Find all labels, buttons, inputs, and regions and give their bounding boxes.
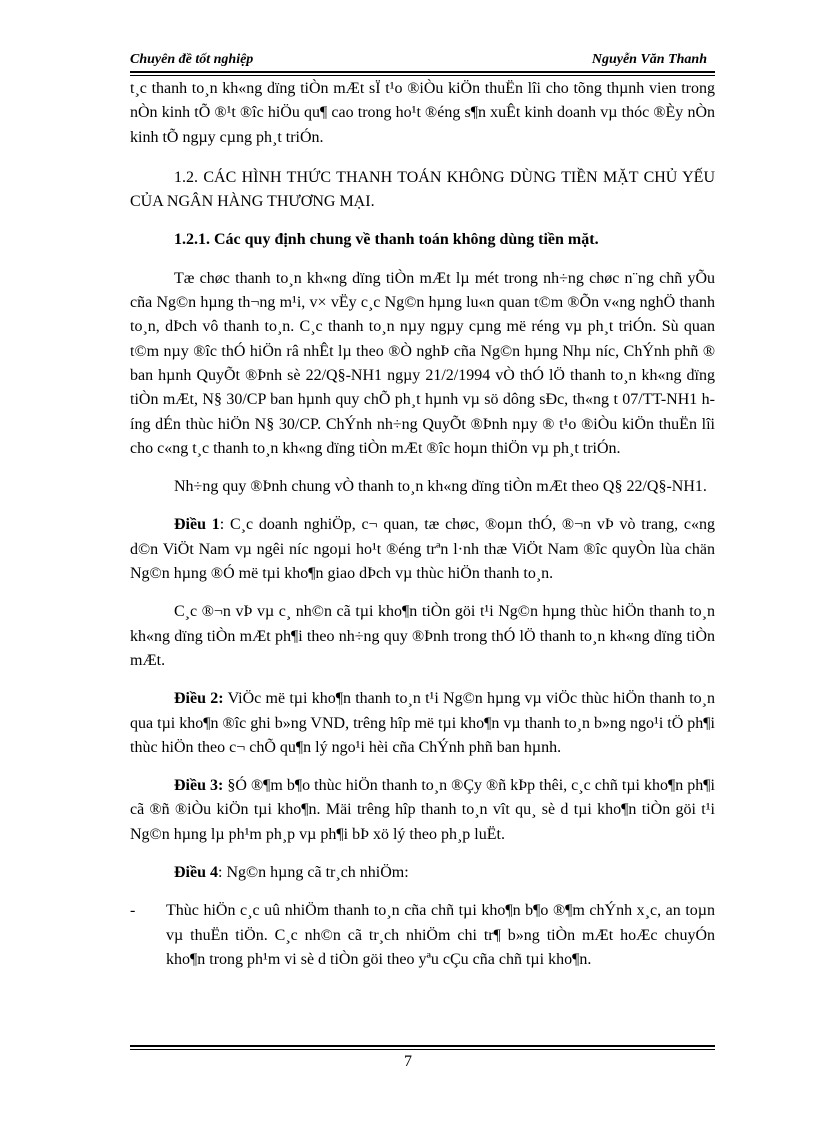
article-1-text: : C¸c doanh nghiÖp, c¬ quan, tæ chøc, ®oµn thÓ, ®¬n vÞ vò trang, c«ng d©n ViÖt Nam vµ ngêi níc ngoµi ho¹t ®éng trªn l·nh thæ ViÖt Nam ®îc quyÒn lùa chän Ng©n hµng ®Ó më tµi kho¶n giao dÞch vµ thùc hiÖn thanh to¸n. [130,516,716,583]
article-1-label: Điều 1 [174,516,220,534]
paragraph-organization: Tæ chøc thanh to¸n kh«ng dïng tiÒn mÆt lµ mét trong nh÷ng chøc n¨ng chñ yÕu cña Ng©n hµng th¬ng m¹i, v× vËy c¸c Ng©n hµng lu«n quan t©m ®Õn v«ng nghÖ thanh to¸n, dÞch vô thanh to¸n. C¸c thanh to¸n nµy ngµy cµng më réng vµ ph¸t triÓn. Sù quan t©m nµy ®îc thÓ hiÖn râ nhÊt lµ theo ®Ò nghÞ cña Ng©n hµng Nhµ níc, ChÝnh phñ ® ban hµnh QuyÕt ®Þnh sè 22/Q§-NH1 ngµy 21/2/1994 vÒ thÓ lÖ thanh to¸n kh«ng dïng tiÒn mÆt, N§ 30/CP ban hµnh quy chÕ ph¸t hµnh vµ sö dông sÐc, th«ng t 07/TT-NH1 híng dÉn thùc hiÖn N§ 30/CP. ChÝnh nh÷ng QuyÕt ®Þnh nµy ® t¹o ®iÒu kiÖn thuËn lîi cho c«ng t¸c thanh to¸n kh«ng dïng tiÒn mÆt ®îc hoµn thiÖn vµ ph¸t triÓn. [130,269,715,457]
article-3-label: Điều 3: [174,777,224,795]
article-3 [130,774,715,847]
article-1 [130,513,715,586]
page-body [130,77,715,972]
header-rule-thick [130,71,715,73]
footer-rule-thin [130,1049,715,1050]
footer-rule-thick [130,1045,715,1047]
header-author-name: Nguyễn Văn Thanh [591,52,707,67]
bullet-text: Thùc hiÖn c¸c uû nhiÖm thanh to¸n cña chñ tµi kho¶n b¶o ®¶m chÝnh x¸c, an toµn vµ thuËn tiÖn. C¸c nh©n cã tr¸ch nhiÖm chi tr¶ b»ng tiÒn mÆt hoÆc chuyÓn kho¶n trong ph¹m vi sè d tiÒn göi theo yªu cÇu cña chñ tµi kho¶n. [166,902,715,968]
header-rule-thin [130,75,715,76]
header-document-title: Chuyên đề tốt nghiệp [130,52,254,67]
page-number: 7 [404,1053,412,1070]
article-4-label: Điều 4 [174,864,218,882]
article-2-label: Điều 2: [174,690,224,708]
bullet-dash: - [130,902,136,920]
subsection-heading: 1.2.1. Các quy định chung về thanh toán không dùng tiền mặt. [174,231,599,249]
page-header [130,52,715,72]
article-2-text: ViÖc më tµi kho¶n thanh to¸n t¹i Ng©n hµng vµ viÖc thùc hiÖn thanh to¸n qua tµi kho¶n ®îc ghi b»ng VND, trêng hîp më tµi kho¶n vµ thanh to¸n b»ng ngo¹i tÖ ph¶i thùc hiÖn theo c¬ chÕ qu¶n lý ngo¹i hèi cña ChÝnh phñ ban hµnh. [130,690,716,756]
section-heading: 1.2. CÁC HÌNH THỨC THANH TOÁN KHÔNG DÙNG TIỀN MẶT CHỦ YẾU CỦA NGÂN HÀNG THƯƠNG MẠI. [130,168,715,211]
article-4 [130,861,715,885]
paragraph-intro-continuation: t¸c thanh to¸n kh«ng dïng tiÒn mÆt sÏ t¹o ®iÒu kiÖn thuËn lîi cho tõng thµnh vien trong nÒn kinh tÕ ®¹t ®îc hiÖu qu¶ cao trong ho¹t ®éng s¶n xuÊt kinh doanh vµ thóc ®Èy nÒn kinh tÕ ngµy cµng ph¸t triÓn. [130,80,715,146]
paragraph-general-rules: Nh÷ng quy ®Þnh chung vÒ thanh to¸n kh«ng dïng tiÒn mÆt theo Q§ 22/Q§-NH1. [174,478,707,496]
article-2 [130,687,715,760]
paragraph-accounts: C¸c ®¬n vÞ vµ c¸ nh©n cã tµi kho¶n tiÒn göi t¹i Ng©n hµng thùc hiÖn thanh to¸n kh«ng dïng tiÒn mÆt ph¶i theo nh÷ng quy ®Þnh trong thÓ lÖ thanh to¸n kh«ng dïng tiÒn mÆt. [130,603,715,669]
article-3-text: §Ó ®¶m b¶o thùc hiÖn thanh to¸n ®Çy ®ñ kÞp thêi, c¸c chñ tµi kho¶n ph¶i cã ®ñ ®iÒu kiÖn tµi kho¶n. Mäi trêng hîp thanh to¸n vît qu¸ sè d tµi kho¶n tiÒn göi t¹i Ng©n hµng lµ ph¹m ph¸p vµ ph¶i bÞ xö lý theo ph¸p luËt. [130,777,716,843]
list-item [130,899,715,972]
article-4-text: : Ng©n hµng cã tr¸ch nhiÖm: [218,864,409,882]
